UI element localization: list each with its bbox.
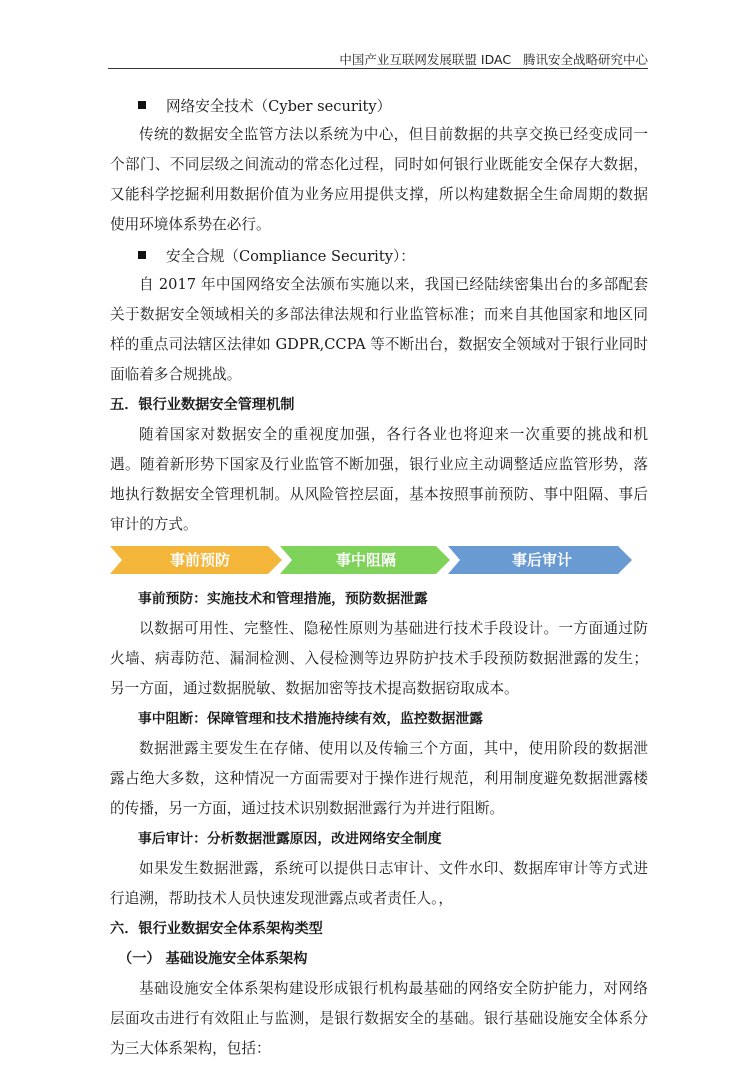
section5-intro: 随着国家对数据安全的重视度加强，各行各业也将迎来一次重要的挑战和机遇。随着新形势下国家及行业监管不断加强，银行业应主动调整适应监管形势，落地执行数据安全管理机制。从风险管控层面，基本按照事前预防、事中阻隔、事后审计的方式。: [110, 426, 648, 533]
process-flow-arrows: [110, 546, 648, 574]
header-org: 中国产业互联网发展联盟 IDAC: [339, 52, 512, 67]
header-center: 腾讯安全战略研究中心: [522, 52, 648, 67]
bullet-cyber-title: 网络安全技术（Cyber security）: [166, 97, 392, 115]
section5-title: 五．银行业数据安全管理机制: [110, 397, 295, 413]
mid-paragraph: 数据泄露主要发生在存储、使用以及传输三个方面，其中，使用阶段的数据泄露占绝大多数，这种情况一方面需要对于操作进行规范，利用制度避免数据泄露楼的传播，另一方面，通过技术识别数据泄露行为并进行阻断。: [110, 740, 648, 817]
flow-label-post: 事后审计: [511, 551, 572, 569]
flow-label-pre: 事前预防: [169, 551, 230, 569]
page-content: [110, 90, 648, 1064]
post-heading: 事后审计：分析数据泄露原因，改进网络安全制度: [138, 831, 442, 847]
bullet-compliance: [110, 240, 648, 270]
post-paragraph: 如果发生数据泄露，系统可以提供日志审计、文件水印、数据库审计等方式进行追溯，帮助技术人员快速发现泄露点或者责任人。，: [110, 860, 648, 907]
flow-label-mid: 事中阻隔: [335, 551, 396, 569]
bullet-cyber: [110, 90, 648, 120]
header-text: [339, 50, 648, 68]
compliance-paragraph: 自 2017 年中国网络安全法颁布实施以来，我国已经陆续密集出台的多部配套关于数据安全领域相关的多部法律法规和行业监管标准；而来自其他国家和地区同样的重点司法辖区法律如 GDPR,CCPA 等不断出台，数据安全领域对于银行业同时面临着多合规挑战。: [110, 276, 648, 383]
section6-paragraph: 基础设施安全体系架构建设形成银行机构最基础的网络安全防护能力，对网络层面攻击进行有效阻止与监测，是银行数据安全的基础。银行基础设施安全体系分为三大体系架构，包括：: [110, 980, 648, 1057]
square-bullet-icon: [138, 251, 146, 259]
section6-sub1: （一） 基础设施安全体系架构: [118, 951, 308, 967]
pre-paragraph: 以数据可用性、完整性、隐秘性原则为基础进行技术手段设计。一方面通过防火墙、病毒防范、漏洞检测、入侵检测等边界防护技术手段预防数据泄露的发生；另一方面，通过数据脱敏、数据加密等技术提高数据窃取成本。: [110, 620, 648, 697]
cyber-paragraph: 传统的数据安全监管方法以系统为中心，但目前数据的共享交换已经变成同一个部门、不同层级之间流动的常态化过程，同时如何银行业既能安全保存大数据，又能科学挖掘利用数据价值为业务应用提供支撑，所以构建数据全生命周期的数据使用环境体系势在必行。: [110, 126, 648, 233]
square-bullet-icon: [138, 101, 146, 109]
bullet-compliance-title: 安全合规（Compliance Security）：: [166, 247, 415, 265]
header-rule: [108, 68, 648, 69]
mid-heading: 事中阻断：保障管理和技术措施持续有效，监控数据泄露: [138, 711, 483, 727]
pre-heading: 事前预防：实施技术和管理措施，预防数据泄露: [138, 591, 428, 607]
page-header: [0, 44, 752, 68]
section6-title: 六．银行业数据安全体系架构类型: [110, 921, 323, 937]
